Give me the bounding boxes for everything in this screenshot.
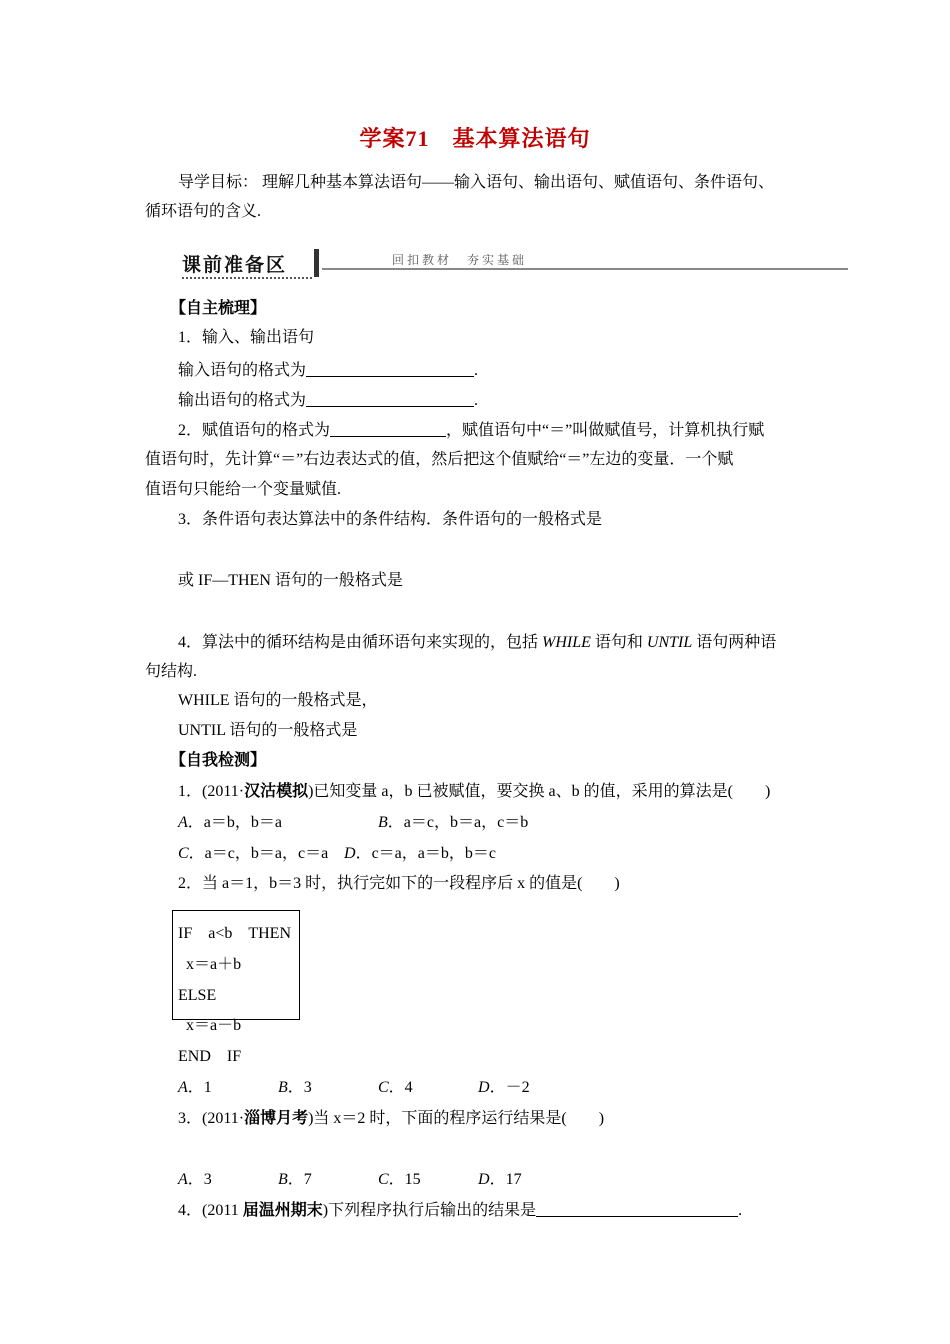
problem1-number: 1．(2011· [178,783,245,800]
problem2-option-d[interactable] [478,1078,530,1098]
problem1-text: )已知变量 a，b 已被赋值，要交换 a、b 的值，采用的算法是( ) [308,783,771,800]
problem1-option-c[interactable] [178,844,328,864]
code-line: IF a<b THEN [178,925,292,942]
option-label: C [378,1171,389,1188]
option-text: ．a＝c，b＝a，c＝b [387,814,529,831]
problem4-text: )下列程序执行后输出的结果是 [322,1202,537,1219]
problem1-option-d[interactable] [344,844,496,864]
option-label: B [278,1079,288,1096]
banner-dotted-underline [182,277,312,279]
option-text: ．c＝a，a＝b，b＝c [355,845,496,862]
option-label: B [278,1171,288,1188]
banner-divider-bar [314,249,319,277]
option-text: ．3 [287,1079,312,1096]
q4-line1 [178,633,776,653]
q4-line2: 句结构. [145,663,198,680]
option-label: A [178,1079,188,1096]
option-label: D [478,1171,490,1188]
page-title: 学案71 基本算法语句 [359,126,591,151]
problem1-source: 汉沽模拟 [244,783,309,800]
problem3-source: 淄博月考 [244,1110,309,1127]
problem2-option-c[interactable] [378,1078,413,1098]
q4-until-keyword: UNTIL [646,634,693,651]
option-text: ．17 [489,1171,522,1188]
option-text: ．－2 [489,1079,530,1096]
option-text: ．15 [388,1171,421,1188]
assignment-format-blank[interactable] [330,420,446,437]
option-label: D [344,845,356,862]
problem3-option-c[interactable] [378,1170,421,1190]
option-label: B [378,814,388,831]
option-label: A [178,1171,188,1188]
option-text: ．1 [187,1079,212,1096]
problem1-option-b[interactable] [378,813,528,833]
q3-line1: 3．条件语句表达算法中的条件结构．条件语句的一般格式是 [178,511,603,528]
option-text: ．a＝b，b＝a [187,814,282,831]
problem2-option-b[interactable] [278,1078,312,1098]
problem4-answer-blank[interactable] [536,1200,738,1217]
code-line: END IF [178,1048,242,1065]
problem3-option-a[interactable] [178,1170,212,1190]
problem4-number: 4．(2011 [178,1202,243,1219]
q4-until-format: UNTIL 语句的一般格式是 [178,722,358,739]
option-label: D [478,1079,490,1096]
problem4-period: . [738,1202,743,1219]
problem3-option-b[interactable] [278,1170,312,1190]
q2-line1 [178,420,764,441]
q3-line2: 或 IF—THEN 语句的一般格式是 [178,572,403,589]
q1-input-format: 输入语句的格式为 . [178,362,479,379]
problem3-number: 3．(2011· [178,1110,245,1127]
input-format-blank[interactable] [306,360,474,377]
option-label: C [378,1079,389,1096]
section-banner-subtitle: 回扣教材 夯实基础 [392,253,528,267]
q4-while-keyword: WHILE [542,634,591,651]
code-line: x＝a＋b [178,956,242,973]
option-text: ．a＝c，b＝a，c＝a [188,845,329,862]
section-banner-title: 课前准备区 [182,254,288,276]
q4-text-b: 语句和 [590,634,647,651]
heading-self-check: 【自我检测】 [170,752,267,769]
q2-line2: 值语句时，先计算“＝”右边表达式的值，然后把这个值赋给“＝”左边的变量．一个赋 [145,451,734,468]
q2-text-b: ，赋值语句中“＝”叫做赋值号，计算机执行赋 [446,422,765,439]
q2-text-a: 2．赋值语句的格式为 [178,422,331,439]
problem2-option-a[interactable] [178,1078,212,1098]
q2-line3: 值语句只能给一个变量赋值. [145,481,342,498]
option-label: A [178,814,188,831]
problem4-source: 届温州期末 [242,1202,323,1219]
problem3-text: )当 x＝2 时，下面的程序运行结果是( ) [308,1110,605,1127]
q1-input-label: 输入语句的格式为 [178,362,307,379]
q1-output-format: 输出语句的格式为 . [178,392,479,409]
q4-while-format: WHILE 语句的一般格式是， [178,692,378,709]
q4-text-a: 4．算法中的循环结构是由循环语句来实现的，包括 [178,634,543,651]
q1-output-label: 输出语句的格式为 [178,392,307,409]
learning-goal-line1: 导学目标： 理解几种基本算法语句——输入语句、输出语句、赋值语句、条件语句、 [178,174,775,191]
q1-title: 1．输入、输出语句 [178,329,315,346]
option-text: ．3 [187,1171,212,1188]
option-text: ．4 [388,1079,413,1096]
q4-text-c: 语句两种语 [692,634,777,651]
problem3-stem [178,1109,604,1129]
problem4-stem [178,1200,742,1221]
problem1-stem [178,782,770,802]
heading-self-review: 【自主梳理】 [170,300,267,317]
banner-rule [322,268,848,270]
output-format-blank[interactable] [306,390,474,407]
problem1-option-a[interactable] [178,813,282,833]
code-line: x＝a－b [178,1017,242,1034]
problem3-option-d[interactable] [478,1170,522,1190]
option-text: ．7 [287,1171,312,1188]
learning-goal-line2: 循环语句的含义. [145,203,262,220]
code-line: ELSE [178,987,217,1004]
problem2-stem: 2．当 a＝1，b＝3 时，执行完如下的一段程序后 x 的值是( ) [178,875,620,892]
option-label: C [178,845,189,862]
